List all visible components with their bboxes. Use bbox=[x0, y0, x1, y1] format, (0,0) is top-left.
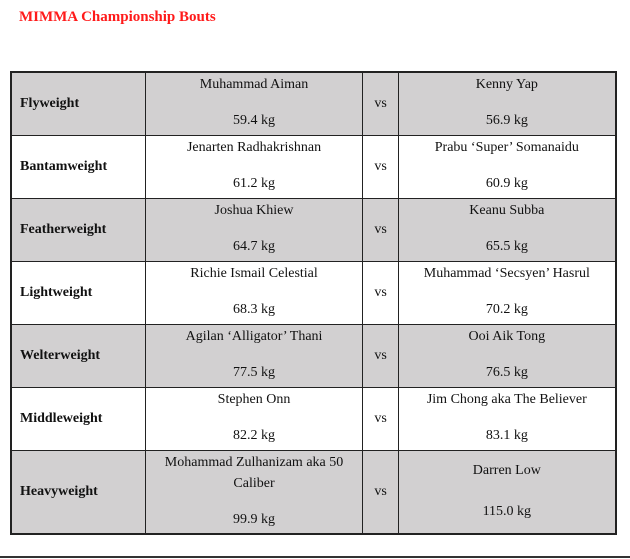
vs-label: vs bbox=[363, 72, 398, 135]
fighter-weight: 59.4 kg bbox=[233, 113, 276, 128]
vs-label: vs bbox=[363, 450, 398, 534]
division-label: Bantamweight bbox=[11, 135, 145, 198]
fighter-name: Muhammad ‘Secsyen’ Hasrul bbox=[423, 265, 590, 281]
fighter-2-cell bbox=[398, 135, 616, 198]
divider bbox=[0, 556, 630, 558]
fighter-weight: 56.9 kg bbox=[485, 113, 528, 128]
bout-row bbox=[11, 261, 616, 324]
vs-label: vs bbox=[363, 387, 398, 450]
fighter-name: Jim Chong aka The Believer bbox=[426, 391, 587, 407]
vs-label: vs bbox=[363, 324, 398, 387]
bout-row bbox=[11, 135, 616, 198]
bout-row bbox=[11, 198, 616, 261]
fighter-1-cell bbox=[145, 198, 363, 261]
fighter-1-cell bbox=[145, 261, 363, 324]
bout-row bbox=[11, 450, 616, 534]
fighter-1-cell bbox=[145, 450, 363, 534]
fighter-name: Agilan ‘Alligator’ Thani bbox=[185, 328, 323, 344]
division-label: Middleweight bbox=[11, 387, 145, 450]
fighter-name: Richie Ismail Celestial bbox=[190, 265, 318, 281]
fighter-weight: 64.7 kg bbox=[233, 238, 276, 254]
page-title: MIMMA Championship Bouts bbox=[19, 9, 216, 25]
fighter-1-cell bbox=[145, 387, 363, 450]
fighter-name: Kenny Yap bbox=[475, 77, 538, 92]
fighter-2-cell bbox=[398, 450, 616, 534]
fighter-2-cell bbox=[398, 387, 616, 450]
fighter-name: Darren Low bbox=[472, 462, 541, 478]
division-label: Welterweight bbox=[11, 324, 145, 387]
fighter-weight: 115.0 kg bbox=[482, 503, 532, 519]
fighter-weight: 76.5 kg bbox=[485, 364, 528, 380]
fighter-1-cell bbox=[145, 324, 363, 387]
fighter-2-cell bbox=[398, 261, 616, 324]
bout-row bbox=[11, 72, 616, 135]
fighter-weight: 70.2 kg bbox=[485, 301, 528, 317]
fighter-weight: 83.1 kg bbox=[485, 427, 528, 443]
division-label: Lightweight bbox=[11, 261, 145, 324]
bout-row bbox=[11, 387, 616, 450]
fighter-name: Ooi Aik Tong bbox=[468, 328, 546, 344]
division-label: Heavyweight bbox=[11, 450, 145, 534]
fighter-2-cell bbox=[398, 324, 616, 387]
fighter-name: Prabu ‘Super’ Somanaidu bbox=[434, 139, 579, 155]
bout-row bbox=[11, 324, 616, 387]
vs-label: vs bbox=[363, 261, 398, 324]
fighter-name: Keanu Subba bbox=[469, 202, 545, 218]
fighter-1-cell bbox=[145, 135, 363, 198]
fighter-name: Stephen Onn bbox=[217, 391, 291, 407]
division-label: Featherweight bbox=[11, 198, 145, 261]
fighter-name: Jenarten Radhakrishnan bbox=[186, 139, 322, 155]
fighter-weight: 65.5 kg bbox=[485, 238, 528, 254]
fighter-weight: 77.5 kg bbox=[233, 364, 276, 380]
vs-label: vs bbox=[363, 135, 398, 198]
bouts-table bbox=[10, 71, 617, 535]
fighter-name: Muhammad Aiman bbox=[199, 77, 309, 92]
fighter-weight: 61.2 kg bbox=[233, 175, 276, 191]
vs-label: vs bbox=[363, 198, 398, 261]
fighter-2-cell bbox=[398, 198, 616, 261]
division-label: Flyweight bbox=[11, 72, 145, 135]
fighter-weight: 82.2 kg bbox=[233, 427, 276, 443]
fighter-name: Joshua Khiew bbox=[214, 202, 294, 218]
fighter-weight: 60.9 kg bbox=[485, 175, 528, 191]
fighter-weight: 68.3 kg bbox=[233, 301, 276, 317]
fighter-2-cell bbox=[398, 72, 616, 135]
fighter-1-cell bbox=[145, 72, 363, 135]
fighter-weight: 99.9 kg bbox=[233, 511, 276, 527]
fighter-name: Mohammad Zulhanizam aka 50 Caliber bbox=[164, 454, 344, 491]
